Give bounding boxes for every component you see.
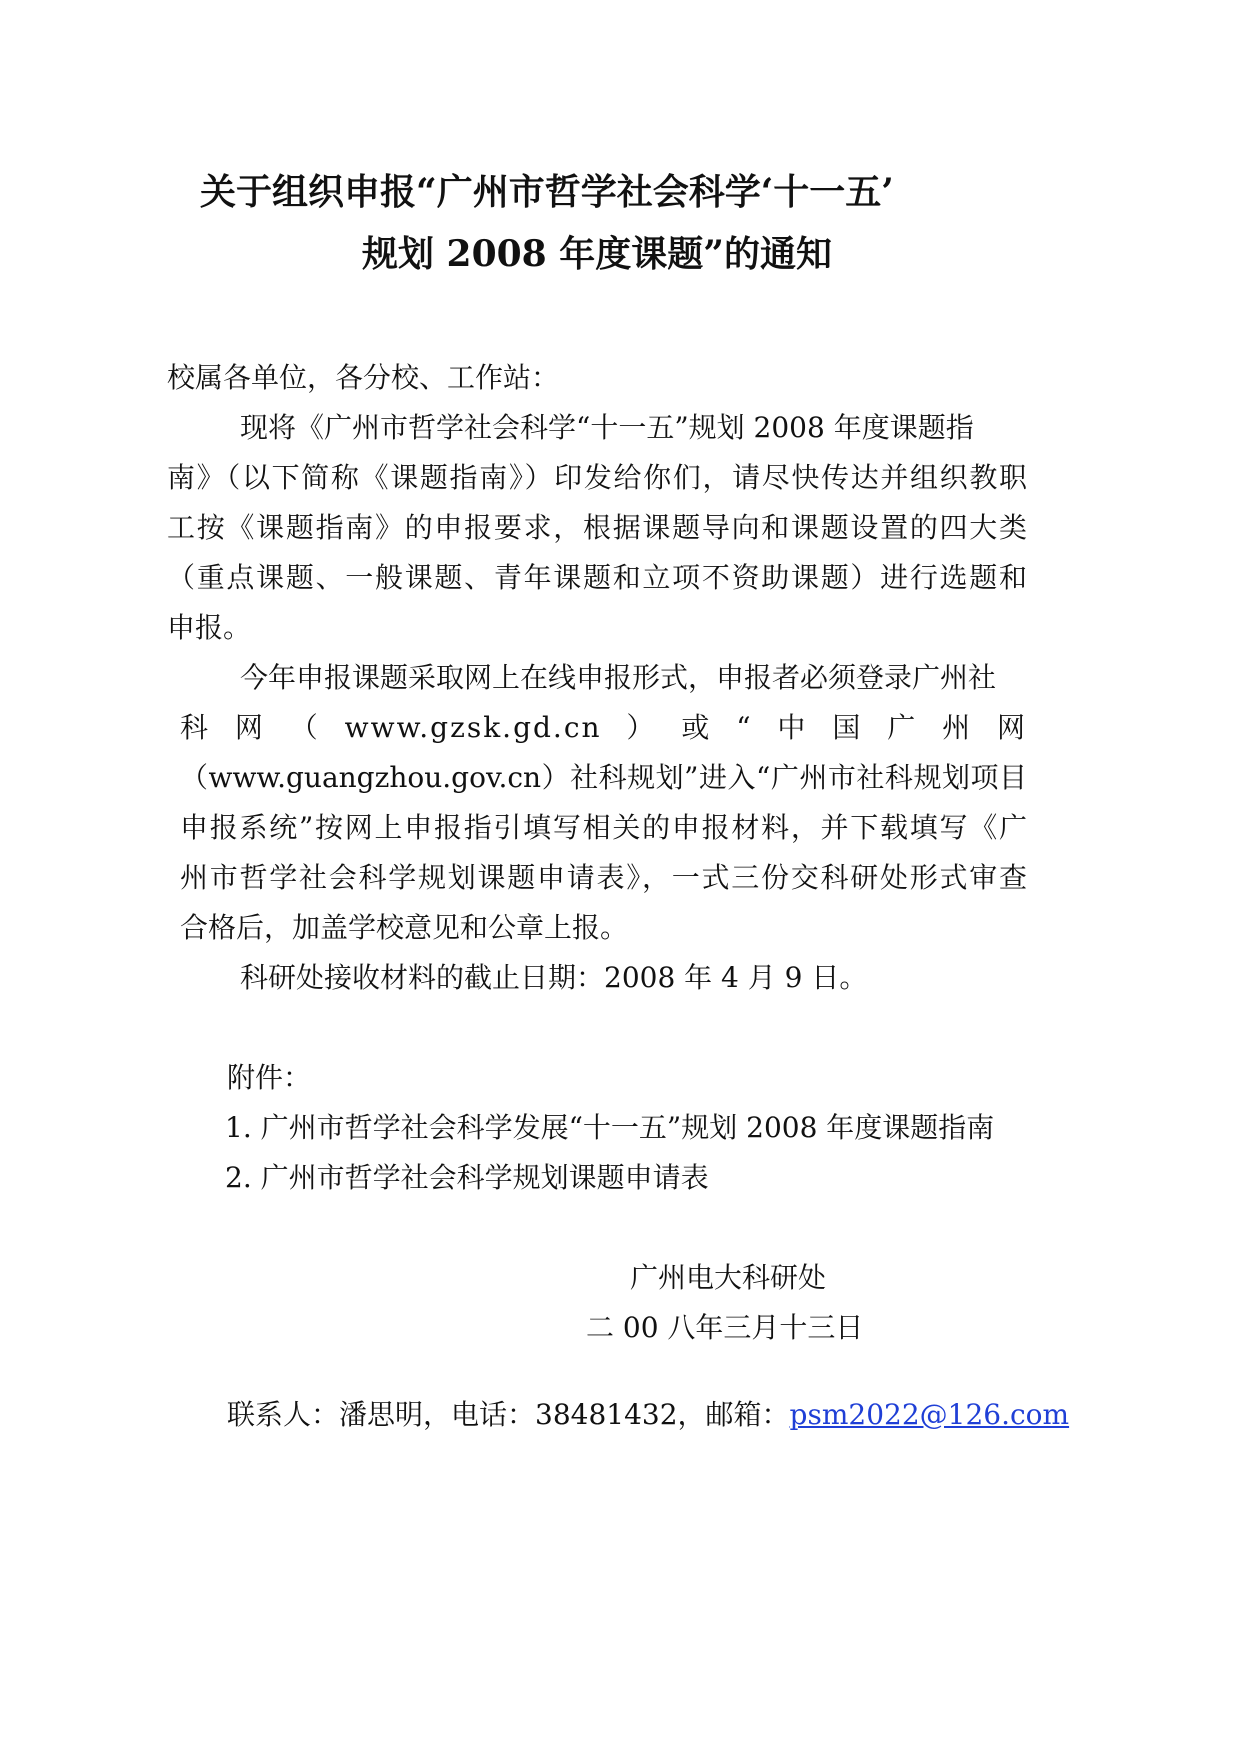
attachments-label: 附件： (227, 1061, 312, 1094)
paragraph-2-line: （www.guangzhou.gov.cn）社科规划”进入“广州市社科规划项目 (180, 761, 1027, 794)
document-title-line-2: 规划 2008 年度课题”的通知 (362, 233, 832, 275)
paragraph-2-line: 申报系统”按网上申报指引填写相关的申报材料，并下载填写《广 (180, 811, 1027, 844)
attachment-item: 2. 广州市哲学社会科学规划课题申请表 (225, 1161, 709, 1194)
salutation: 校属各单位，各分校、工作站： (167, 361, 560, 394)
attachment-item: 1. 广州市哲学社会科学发展“十一五”规划 2008 年度课题指南 (225, 1111, 995, 1144)
paragraph-2-line: 合格后，加盖学校意见和公章上报。 (180, 911, 629, 944)
paragraph-2-line: 今年申报课题采取网上在线申报形式，申报者必须登录广州社 (240, 661, 997, 694)
contact-line (227, 1397, 1069, 1433)
signature-date: 二 00 八年三月十三日 (586, 1311, 864, 1344)
paragraph-1-line: 现将《广州市哲学社会科学“十一五”规划 2008 年度课题指 (240, 411, 974, 444)
deadline-text: 科研处接收材料的截止日期：2008 年 4 月 9 日。 (240, 961, 868, 994)
paragraph-1-line: 南》（以下简称《课题指南》）印发给你们，请尽快传达并组织教职 (167, 461, 1027, 494)
paragraph-1-line: （重点课题、一般课题、青年课题和立项不资助课题）进行选题和 (167, 561, 1027, 594)
paragraph-2-line: 科网（www.gzsk.gd.cn）或“中国广州网 (180, 711, 1027, 744)
paragraph-1-line: 申报。 (167, 611, 252, 644)
paragraph-1-line: 工按《课题指南》的申报要求，根据课题导向和课题设置的四大类 (167, 511, 1027, 544)
signature-org: 广州电大科研处 (630, 1261, 827, 1294)
contact-text: 联系人：潘思明，电话：38481432，邮箱： (227, 1398, 790, 1431)
document-title-line-1: 关于组织申报“广州市哲学社会科学‘十一五’ (200, 171, 894, 213)
email-link[interactable]: psm2022@126.com (789, 1398, 1070, 1431)
paragraph-2-line: 州市哲学社会科学规划课题申请表》，一式三份交科研处形式审查 (180, 861, 1027, 894)
